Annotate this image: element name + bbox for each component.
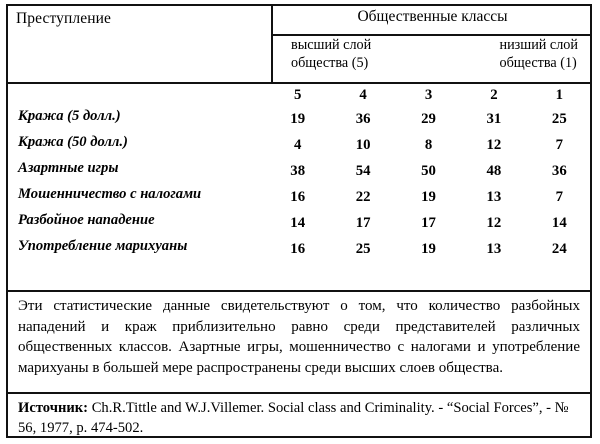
- row-values: [265, 210, 592, 236]
- row-header-cell: [6, 4, 271, 82]
- table-row: [6, 158, 592, 184]
- table-cell: 7: [555, 137, 564, 153]
- scale-values: [265, 84, 592, 106]
- table-cell: 36: [551, 163, 567, 179]
- row-label: Употребление марихуаны: [18, 238, 188, 254]
- class-range-labels: [273, 37, 592, 82]
- row-values: [265, 236, 592, 262]
- table-row: [6, 132, 592, 158]
- table-cell: 12: [486, 137, 502, 153]
- table-row: [6, 210, 592, 236]
- row-label: Кража (50 долл.): [18, 134, 128, 150]
- table-cell: 17: [355, 215, 371, 231]
- table-cell: 29: [421, 111, 436, 127]
- table-cell: 25: [551, 111, 567, 127]
- source-text: Ch.R.Tittle and W.J.Villemer. Social class and Criminality. - “Social Forces”, - № 56, 1977, p. 474-502.: [18, 400, 569, 436]
- scale-value: 2: [490, 87, 498, 103]
- scale-value: 3: [424, 87, 433, 103]
- table-cell: 13: [486, 189, 502, 205]
- table-cell: 12: [486, 215, 502, 231]
- table-row: [6, 184, 592, 210]
- body-bottom-divider: [6, 290, 592, 292]
- source-label: Источник:: [18, 400, 89, 416]
- row-values: [265, 158, 592, 184]
- row-label: Кража (5 долл.): [18, 108, 121, 124]
- row-header-label: Преступление: [16, 10, 111, 27]
- table-cell: 8: [424, 137, 433, 153]
- table-cell: 19: [290, 111, 306, 127]
- class-low-label: низший слой общества (1): [499, 37, 578, 71]
- row-values: [265, 106, 592, 132]
- table-cell: 31: [486, 111, 502, 127]
- header-inner-divider: [273, 34, 592, 36]
- table-cell: 25: [355, 241, 371, 257]
- source-line: [18, 398, 580, 438]
- commentary-text: Эти статистические данные свидетельствуют о том, что количество разбойных нападений и краж приблизительно равно среди представителей различных общественных классов. Азартные игры, мошенничество с налогами и употребление марихуаны в большей мере распространены среди высших слоев общества.: [18, 298, 580, 376]
- table-cell: 48: [486, 163, 502, 179]
- table-cell: 16: [290, 241, 306, 257]
- scale-value: 4: [359, 87, 367, 103]
- table-cell: 36: [355, 111, 371, 127]
- scale-value: 1: [555, 87, 564, 103]
- table-row: [6, 106, 592, 132]
- table-cell: 38: [290, 163, 306, 179]
- table-cell: 50: [421, 163, 436, 179]
- row-values: [265, 184, 592, 210]
- table-cell: 14: [290, 215, 306, 231]
- table-cell: 14: [551, 215, 567, 231]
- table-cell: 10: [355, 137, 371, 153]
- scale-value: 5: [294, 87, 302, 103]
- table-cell: 13: [486, 241, 502, 257]
- group-header-cell: [273, 4, 592, 82]
- table-cell: 19: [421, 189, 436, 205]
- table-cell: 24: [551, 241, 567, 257]
- row-label: Мошенничество с налогами: [18, 186, 202, 202]
- table-body: [6, 106, 592, 262]
- table-cell: 54: [355, 163, 371, 179]
- row-label: Азартные игры: [18, 160, 119, 176]
- table-header: [6, 4, 592, 82]
- row-label: Разбойное нападение: [18, 212, 155, 228]
- scale-row: [6, 84, 592, 106]
- table-row: [6, 236, 592, 262]
- table-cell: 19: [421, 241, 436, 257]
- table-cell: 4: [294, 137, 302, 153]
- group-header-label: Общественные классы: [357, 8, 508, 25]
- table-cell: 17: [421, 215, 436, 231]
- class-high-label: высший слой общества (5): [291, 37, 372, 71]
- table-cell: 7: [555, 189, 564, 205]
- table-cell: 16: [290, 189, 306, 205]
- source-divider: [6, 392, 592, 394]
- row-values: [265, 132, 592, 158]
- table-cell: 22: [355, 189, 371, 205]
